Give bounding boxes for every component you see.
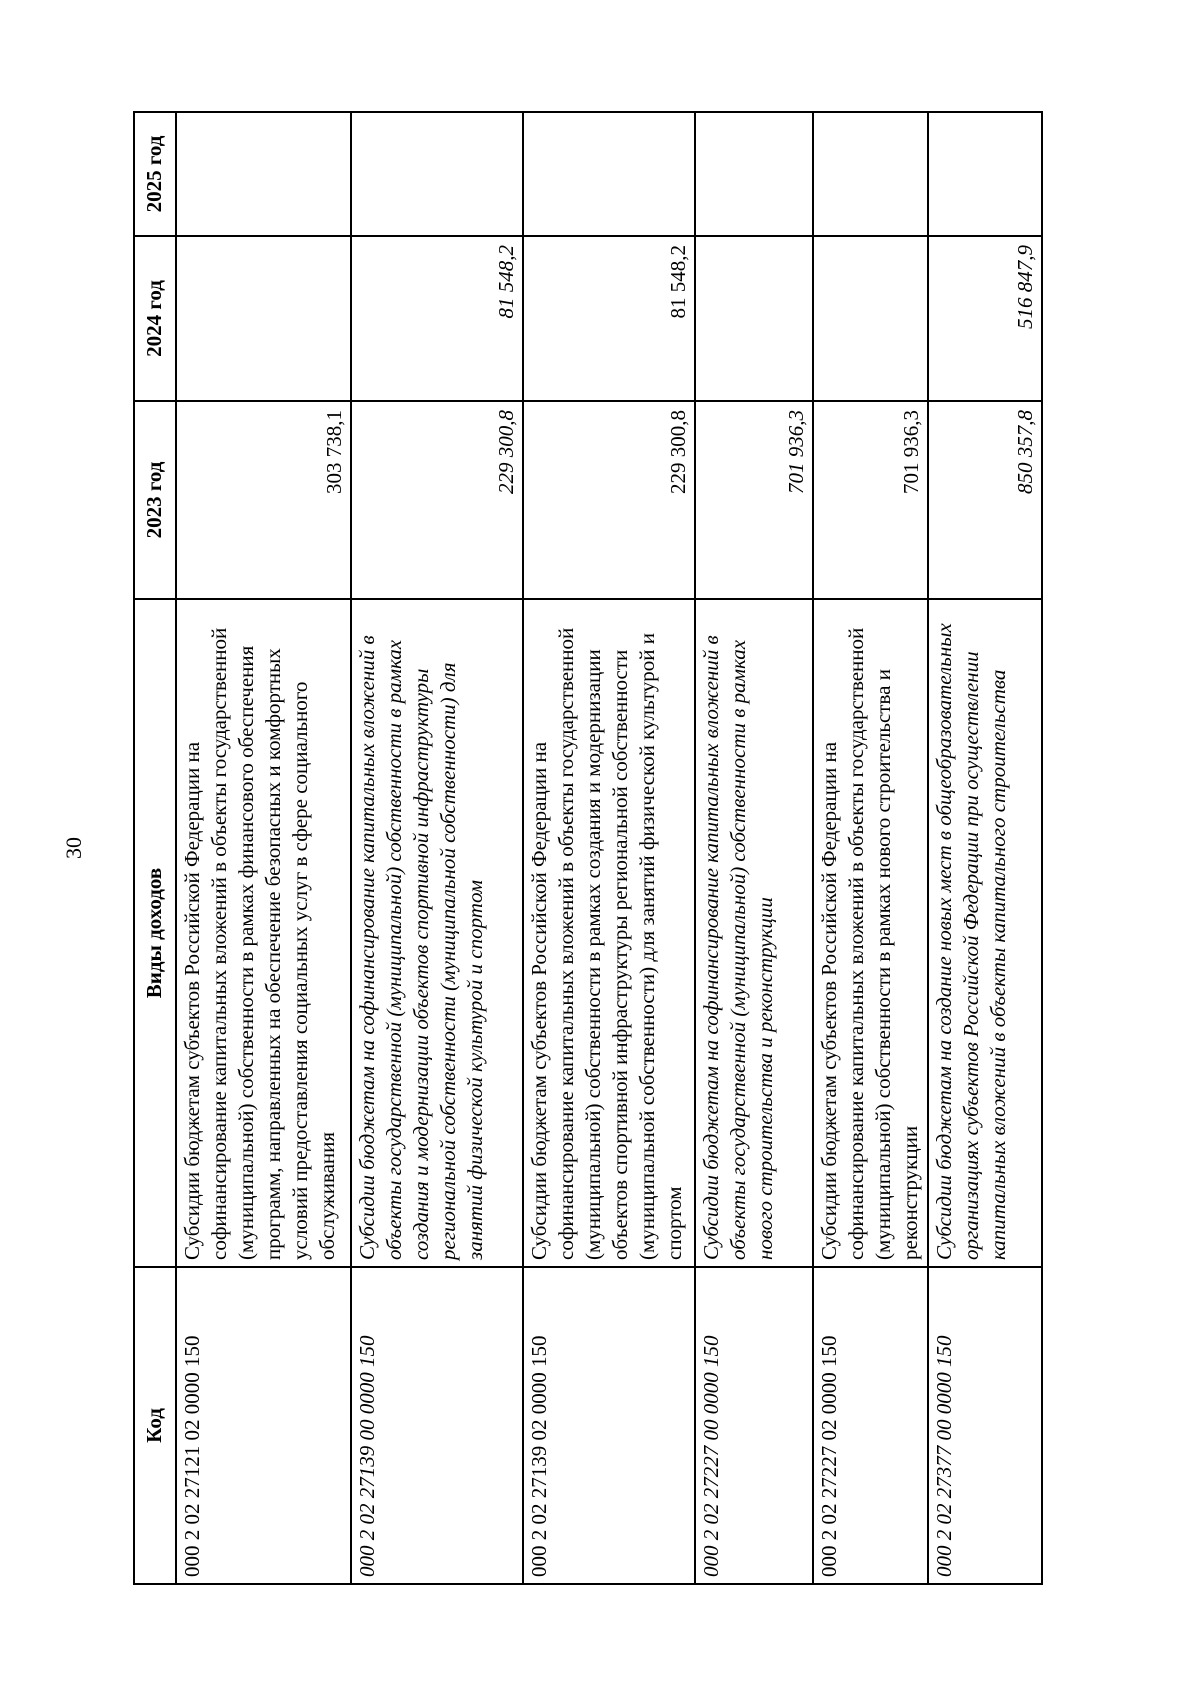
row-value-2023: 701 936,3 [695, 401, 813, 599]
row-code: 000 2 02 27377 00 0000 150 [928, 1267, 1042, 1584]
row-value-2025 [523, 112, 695, 236]
row-value-2023: 701 936,3 [813, 401, 928, 599]
row-value-2025 [695, 112, 813, 236]
row-value-2024: 81 548,2 [523, 236, 695, 401]
row-value-2025 [928, 112, 1042, 236]
table-row [523, 112, 695, 1584]
table-row [176, 112, 351, 1584]
row-value-2025 [351, 112, 523, 236]
table-row [351, 112, 523, 1584]
row-code: 000 2 02 27227 02 0000 150 [813, 1267, 928, 1584]
table-row [813, 112, 928, 1584]
row-value-2024 [176, 236, 351, 401]
header-year-2024: 2024 год [134, 236, 176, 401]
row-value-2023: 850 357,8 [928, 401, 1042, 599]
header-revenue-type: Виды доходов [134, 599, 176, 1267]
table-header-row [134, 112, 176, 1584]
header-year-2025: 2025 год [134, 112, 176, 236]
header-code: Код [134, 1267, 176, 1584]
row-description: Субсидии бюджетам на софинансирование капитальных вложений в объекты государственной (муниципальной) собственности в рамках нового строительства и реконструкции [695, 599, 813, 1267]
row-code: 000 2 02 27121 02 0000 150 [176, 1267, 351, 1584]
row-value-2024: 81 548,2 [351, 236, 523, 401]
budget-revenue-table [133, 111, 1043, 1585]
row-value-2023: 229 300,8 [351, 401, 523, 599]
table-row [695, 112, 813, 1584]
row-value-2023: 303 738,1 [176, 401, 351, 599]
row-value-2023: 229 300,8 [523, 401, 695, 599]
row-value-2025 [813, 112, 928, 236]
row-description: Субсидии бюджетам на создание новых мест в общеобразовательных организациях субъектов Российской Федерации при осуществлении капитальных вложений в объекты капитального строительства [928, 599, 1042, 1267]
row-description: Субсидии бюджетам субъектов Российской Федерации на софинансирование капитальных вложений в объекты государственной (муниципальной) собственности в рамках финансового обеспечения программ, направленных на обеспечение безопасных и комфортных условий предоставления социальных услуг в сфере социального обслуживания [176, 599, 351, 1267]
row-code: 000 2 02 27227 00 0000 150 [695, 1267, 813, 1584]
rotated-table-container [133, 113, 1043, 1585]
page-number: 30 [61, 837, 86, 859]
row-description: Субсидии бюджетам субъектов Российской Федерации на софинансирование капитальных вложений в объекты государственной (муниципальной) собственности в рамках нового строительства и реконструкции [813, 599, 928, 1267]
header-year-2023: 2023 год [134, 401, 176, 599]
row-value-2024 [813, 236, 928, 401]
row-value-2024: 516 847,9 [928, 236, 1042, 401]
row-value-2025 [176, 112, 351, 236]
row-description: Субсидии бюджетам субъектов Российской Федерации на софинансирование капитальных вложений в объекты государственной (муниципальной) собственности в рамках создания и модернизации объектов спортивной инфраструктуры региональной собственности (муниципальной собственности) для занятий физической культурой и спортом [523, 599, 695, 1267]
row-description: Субсидии бюджетам на софинансирование капитальных вложений в объекты государственной (муниципальной) собственности в рамках создания и модернизации объектов спортивной инфраструктуры региональной собственности (муниципальной собственности) для занятий физической культурой и спортом [351, 599, 523, 1267]
row-code: 000 2 02 27139 00 0000 150 [351, 1267, 523, 1584]
row-value-2024 [695, 236, 813, 401]
row-code: 000 2 02 27139 02 0000 150 [523, 1267, 695, 1584]
table-row [928, 112, 1042, 1584]
